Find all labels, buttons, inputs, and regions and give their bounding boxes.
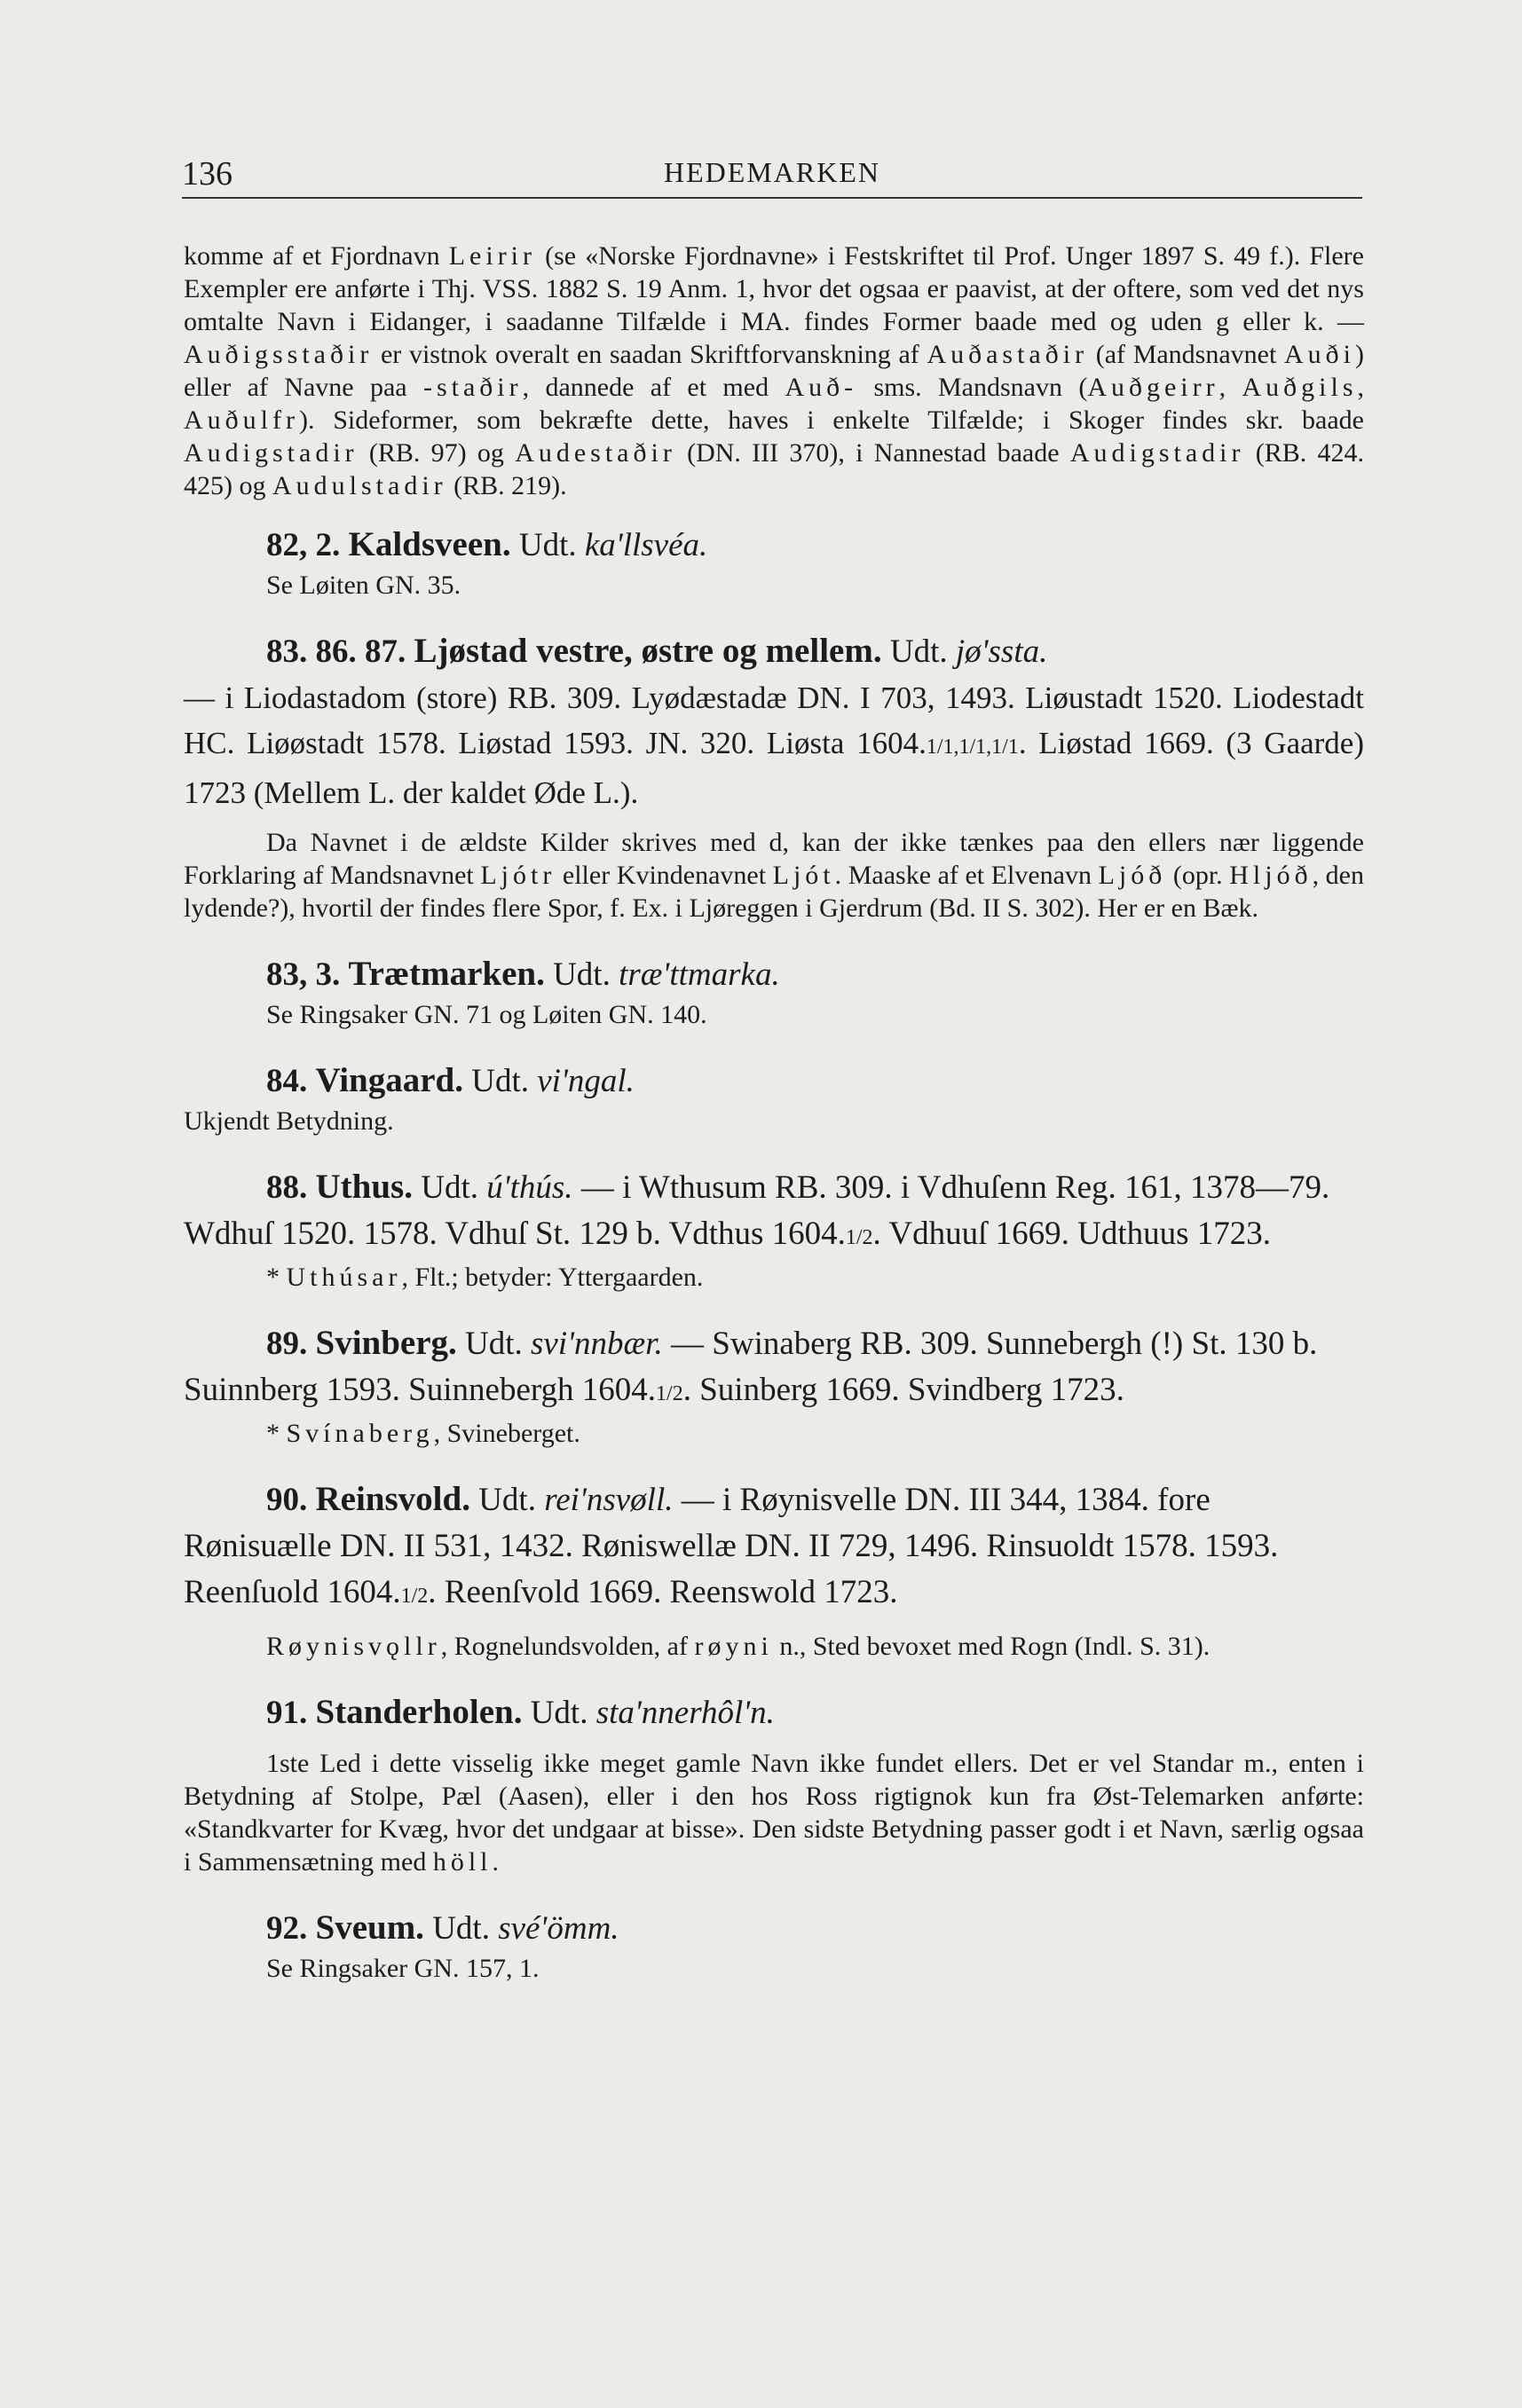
entry-heading: 92. Sveum. Udt. své'ömm.	[266, 1908, 619, 1947]
entry-note: Ukjendt Betydning.	[184, 1106, 394, 1136]
entry-heading: 84. Vingaard. Udt. vi'ngal.	[266, 1061, 635, 1099]
entry-note: 1ste Led i dette visselig ikke meget gamle Navn ikke fundet ellers. Det er vel Standar m., enten i Betydning af Stolpe, Pæl (Aasen), eller i den hos Ross rigtignok kun fra Øst-Telemarken anførte: «Standkvarter for Kvæg, hvor det undgaar at bisse». Den sidste Betydning passer godt i et Navn, særlig ogsaa i Sammensætning med höll.	[184, 1749, 1364, 1877]
page-number: 136	[182, 155, 233, 193]
entry-note: Se Ringsaker GN. 157, 1.	[266, 1954, 540, 1983]
entry-note: Se Løiten GN. 35.	[266, 571, 461, 600]
entry-forms: — i Liodastadom (store) RB. 309. Lyødæstadæ DN. I 703, 1493. Liøustadt 1520. Liodestadt HC. Liøøstadt 1578. Liøstad 1593. JN. 320. Liøsta 1604.1/1,1/1,1/1. Liøstad 1669. (3 Gaarde) 1723 (Mellem L. der kaldet Øde L.).	[184, 681, 1364, 810]
entry-note: Da Navnet i de ældste Kilder skrives med d, kan der ikke tænkes paa den ellers nær liggende Forklaring af Mandsnavnet Ljótr eller Kvindenavnet Ljót. Maaske af et Elvenavn Ljóð (opr. Hljóð, den lydende?), hvortil der findes flere Spor, f. Ex. i Ljøreggen i Gjerdrum (Bd. II S. 302). Her er en Bæk.	[184, 828, 1364, 923]
page-header	[182, 151, 1362, 199]
entry-heading: 89. Svinberg. Udt. svi'nnbær. — Swinaberg RB. 309. Sunnebergh (!) St. 130 b. Suinnberg 1593. Suinnebergh 1604.1/2. Suinberg 1669. Svindberg 1723.	[184, 1324, 1318, 1408]
entry-heading: 90. Reinsvold. Udt. rei'nsvøll. — i Røynisvelle DN. III 344, 1384. fore Rønisuælle DN. II 531, 1432. Røniswellæ DN. II 729, 1496. Rinsuoldt 1578. 1593. Reenſuold 1604.1/2. Reenſvold 1669. Reenswold 1723.	[184, 1480, 1279, 1610]
entry-heading: 88. Uthus. Udt. ú'thús. — i Wthusum RB. 309. i Vdhuſenn Reg. 161, 1378—79. Wdhuſ 1520. 1578. Vdhuſ St. 129 b. Vdthus 1604.1/2. Vdhuuſ 1669. Udthuus 1723.	[184, 1168, 1330, 1252]
page-body	[184, 240, 1364, 1985]
entry-note: * Uthúsar, Flt.; betyder: Yttergaarden.	[266, 1263, 704, 1292]
entry-heading: 82, 2. Kaldsveen. Udt. ka'llsvéa.	[266, 525, 708, 563]
entry-note: Se Ringsaker GN. 71 og Løiten GN. 140.	[266, 1000, 707, 1029]
entry-heading: 91. Standerholen. Udt. sta'nnerhôl'n.	[266, 1693, 775, 1731]
running-head: HEDEMARKEN	[664, 156, 880, 188]
entry-heading: 83, 3. Trætmarken. Udt. træ'ttmarka.	[266, 955, 780, 993]
entry-note: Røynisvǫllr, Rognelundsvolden, af røyni n., Sted bevoxet med Rogn (Indl. S. 31).	[266, 1632, 1211, 1661]
intro-paragraph: komme af et Fjordnavn Leirir (se «Norske Fjordnavne» i Festskriftet til Prof. Unger 1897 S. 49 f.). Flere Exempler ere anførte i Thj. VSS. 1882 S. 19 Anm. 1, hvor det ogsaa er paavist, at der oftere, som ved det nys omtalte Navn i Eidanger, i saadanne Tilfælde i MA. findes Former baade med og uden g eller k. — Auðigsstaðir er vistnok overalt en saadan Skriftforvanskning af Auðastaðir (af Mandsnavnet Auði) eller af Navne paa -staðir, dannede af et med Auð- sms. Mandsnavn (Auðgeirr, Auðgils, Auðulfr). Sideformer, som bekræfte dette, haves i enkelte Tilfælde; i Skoger findes skr. baade Audigstadir (RB. 97) og Audestaðir (DN. III 370), i Nannestad baade Audigstadir (RB. 424. 425) og Audulstadir (RB. 219).	[184, 241, 1364, 500]
entry-note: * Svínaberg, Svineberget.	[266, 1419, 580, 1448]
entry-heading: 83. 86. 87. Ljøstad vestre, østre og mellem. Udt. jø'ssta.	[266, 632, 1048, 670]
